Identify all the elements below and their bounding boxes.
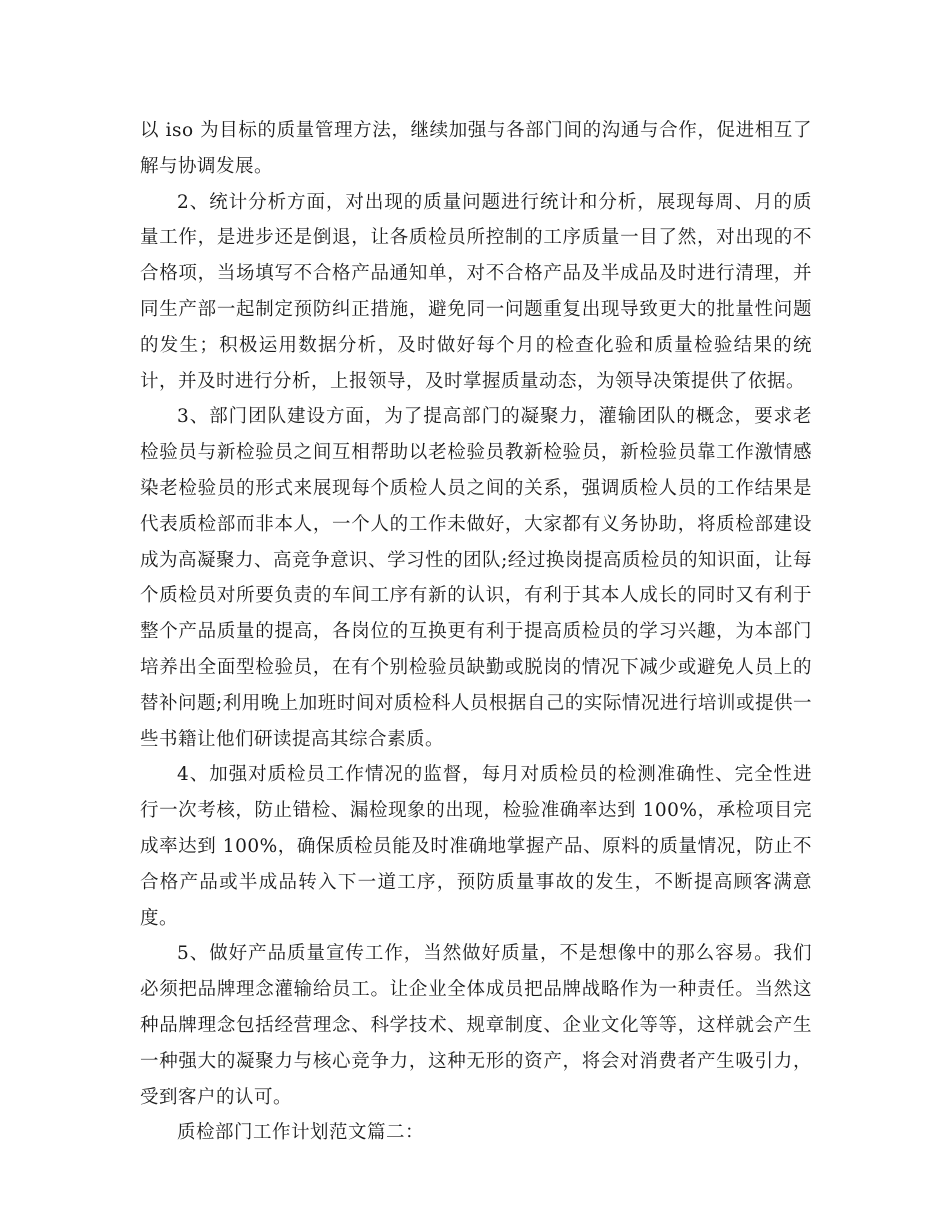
paragraph-continuation: 以 iso 为目标的质量管理方法，继续加强与各部门间的沟通与合作，促进相互了解与协调发展。 bbox=[140, 120, 812, 177]
document-body bbox=[140, 113, 812, 1151]
paragraph-quality-promotion: 5、做好产品质量宣传工作，当然做好质量，不是想像中的那么容易。我们必须把品牌理念灌输给员工。让企业全体成员把品牌战略作为一种责任。当然这种品牌理念包括经营理念、科学技术、规章制度、企业文化等等，这样就会产生一种强大的凝聚力与核心竞争力，这种无形的资产，将会对消费者产生吸引力，受到客户的认可。 bbox=[140, 943, 812, 1108]
paragraph-team-building: 3、部门团队建设方面，为了提高部门的凝聚力，灌输团队的概念，要求老检验员与新检验员之间互相帮助以老检验员教新检验员，新检验员靠工作激情感染老检验员的形式来展现每个质检人员之间的关系，强调质检人员的工作结果是代表质检部而非本人，一个人的工作未做好，大家都有义务协助，将质检部建设成为高凝聚力、高竞争意识、学习性的团队;经过换岗提高质检员的知识面，让每个质检员对所要负责的车间工序有新的认识，有利于其本人成长的同时又有利于整个产品质量的提高，各岗位的互换更有利于提高质检员的学习兴趣，为本部门培养出全面型检验员，在有个别检验员缺勤或脱岗的情况下减少或避免人员上的替补问题;利用晚上加班时间对质检科人员根据自己的实际情况进行培训或提供一些书籍让他们研读提高其综合素质。 bbox=[140, 406, 812, 750]
section-heading-part-two: 质检部门工作计划范文篇二： bbox=[177, 1122, 425, 1144]
paragraph-inspector-supervision: 4、加强对质检员工作情况的监督，每月对质检员的检测准确性、完全性进行一次考核，防止错检、漏检现象的出现，检验准确率达到 100%，承检项目完成率达到 100%，确保质检员能及时准确地掌握产品、原料的质量情况，防止不合格产品或半成品转入下一道工序，预防质量事故的发生，不断提高顾客满意度。 bbox=[140, 764, 812, 929]
paragraph-statistical-analysis: 2、统计分析方面，对出现的质量问题进行统计和分析，展现每周、月的质量工作，是进步还是倒退，让各质检员所控制的工序质量一目了然，对出现的不合格项，当场填写不合格产品通知单，对不合格产品及半成品及时进行清理，并同生产部一起制定预防纠正措施，避免同一问题重复出现导致更大的批量性问题的发生；积极运用数据分析，及时做好每个月的检查化验和质量检验结果的统计，并及时进行分析，上报领导，及时掌握质量动态，为领导决策提供了依据。 bbox=[140, 191, 812, 392]
